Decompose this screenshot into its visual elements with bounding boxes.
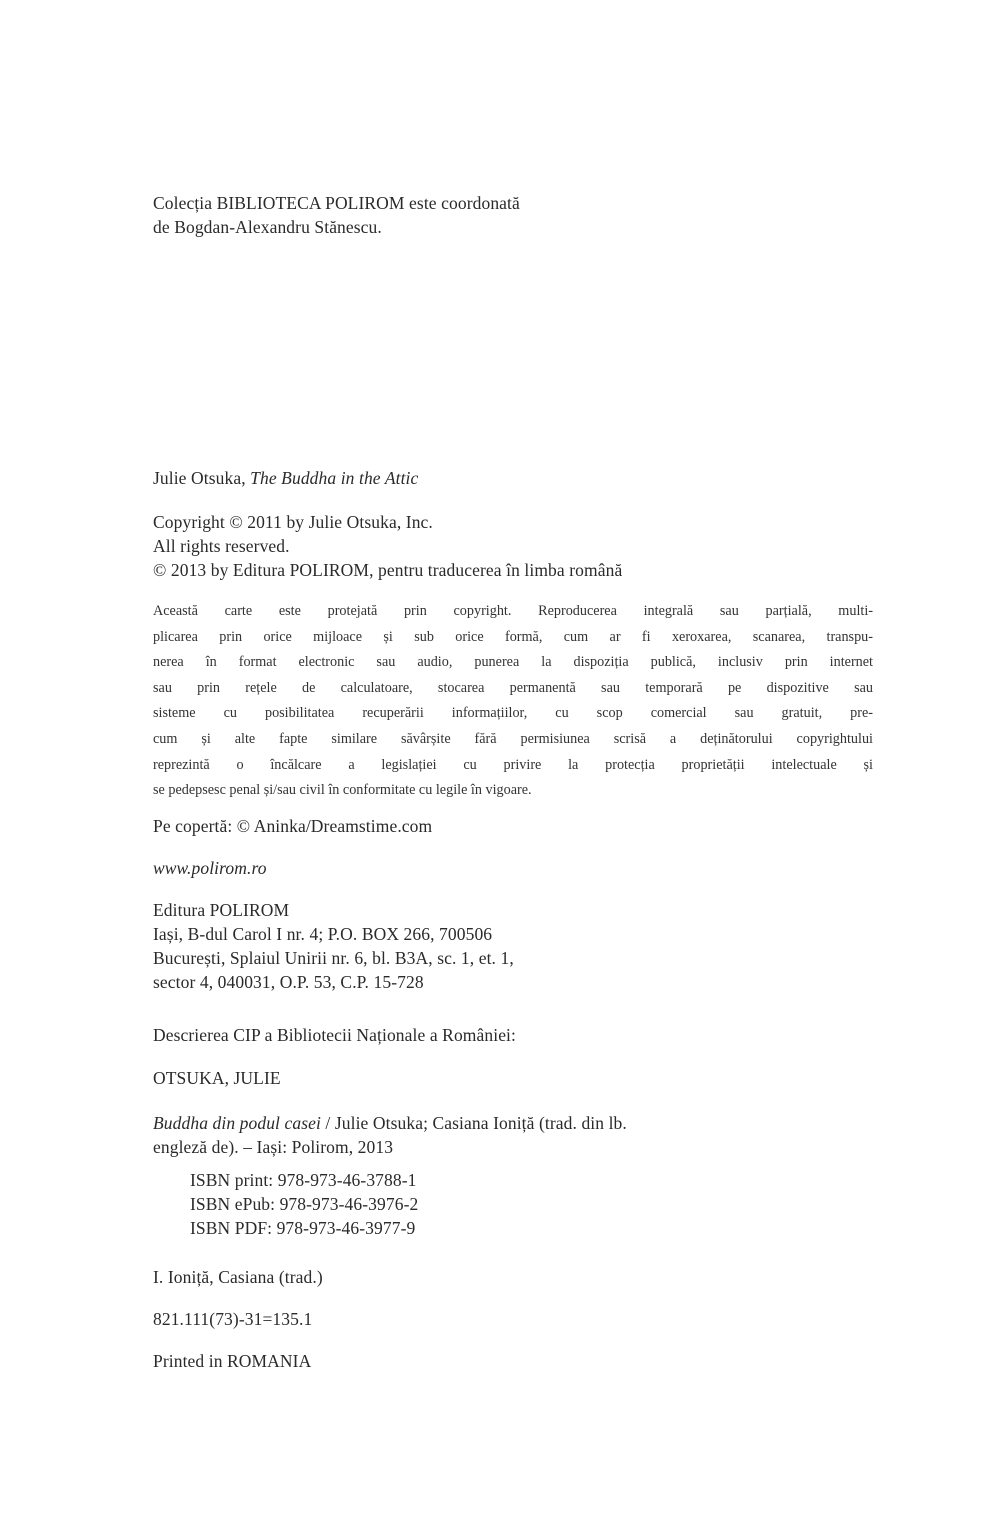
printed-in: Printed in ROMANIA — [153, 1351, 312, 1371]
original-author: Julie Otsuka, — [153, 468, 251, 488]
cip-description — [153, 1111, 627, 1159]
legal-notice — [153, 599, 873, 804]
cip-title-rest: / Julie Otsuka; Casiana Ioniță (trad. din lb. — [320, 1113, 627, 1133]
collection-line-1: Colecția BIBLIOTECA POLIROM este coordonată — [153, 193, 520, 213]
collection-line-2: de Bogdan-Alexandru Stănescu. — [153, 217, 382, 237]
cip-line-2: engleză de). – Iași: Polirom, 2013 — [153, 1137, 394, 1157]
legal-line: cum și alte fapte similare săvârșite fără permisiunea scrisă a deținătorului copyrightului — [153, 730, 873, 747]
copyright-line-1: Copyright © 2011 by Julie Otsuka, Inc. — [153, 512, 433, 532]
website-text: www.polirom.ro — [153, 858, 267, 878]
legal-line: Această carte este protejată prin copyright. Reproducerea integrală sau parțială, multi- — [153, 603, 873, 619]
isbn-epub: ISBN ePub: 978-973-46-3976-2 — [190, 1194, 419, 1214]
legal-line: reprezintă o încălcare a legislației cu privire la protecția proprietății intelectuale și — [153, 756, 873, 773]
original-title-line — [153, 466, 418, 490]
copyright-line-2: All rights reserved. — [153, 536, 290, 556]
legal-line: plicarea prin orice mijloace și sub orice formă, cum ar fi xeroxarea, scanarea, transpu- — [153, 628, 873, 645]
isbn-print: ISBN print: 978-973-46-3788-1 — [190, 1170, 417, 1190]
copyright-block — [153, 510, 622, 582]
isbn-pdf: ISBN PDF: 978-973-46-3977-9 — [190, 1218, 416, 1238]
cip-title: Buddha din podul casei — [153, 1113, 321, 1133]
publisher-address-2: București, Splaiul Unirii nr. 6, bl. B3A, sc. 1, et. 1, — [153, 948, 514, 968]
publisher-address-1: Iași, B-dul Carol I nr. 4; P.O. BOX 266, 700506 — [153, 924, 493, 944]
original-title: The Buddha in the Attic — [250, 468, 419, 488]
cover-credit: Pe copertă: © Aninka/Dreamstime.com — [153, 816, 433, 836]
legal-line: se pedepsesc penal și/sau civil în conformitate cu legile în vigoare. — [153, 782, 532, 799]
publisher-name: Editura POLIROM — [153, 900, 290, 920]
cip-author: OTSUKA, JULIE — [153, 1068, 281, 1088]
publisher-address-3: sector 4, 040031, O.P. 53, C.P. 15-728 — [153, 972, 424, 992]
website — [153, 856, 267, 880]
cip-translator: I. Ioniță, Casiana (trad.) — [153, 1267, 323, 1287]
copyright-line-3: © 2013 by Editura POLIROM, pentru traducerea în limba română — [153, 560, 623, 580]
legal-line: nerea în format electronic sau audio, punerea la dispoziția publică, inclusiv prin internet — [153, 654, 873, 671]
legal-line: sau prin rețele de calculatoare, stocarea permanentă sau temporară pe dispozitive sau — [153, 679, 873, 696]
cip-classification: 821.111(73)-31=135.1 — [153, 1309, 313, 1329]
collection-note — [153, 191, 520, 239]
legal-line: sisteme cu posibilitatea recuperării informațiilor, cu scop comercial sau gratuit, pre- — [153, 705, 873, 722]
cip-heading: Descrierea CIP a Bibliotecii Naționale a României: — [153, 1025, 516, 1045]
isbn-block — [190, 1168, 418, 1240]
publisher-block — [153, 898, 514, 994]
